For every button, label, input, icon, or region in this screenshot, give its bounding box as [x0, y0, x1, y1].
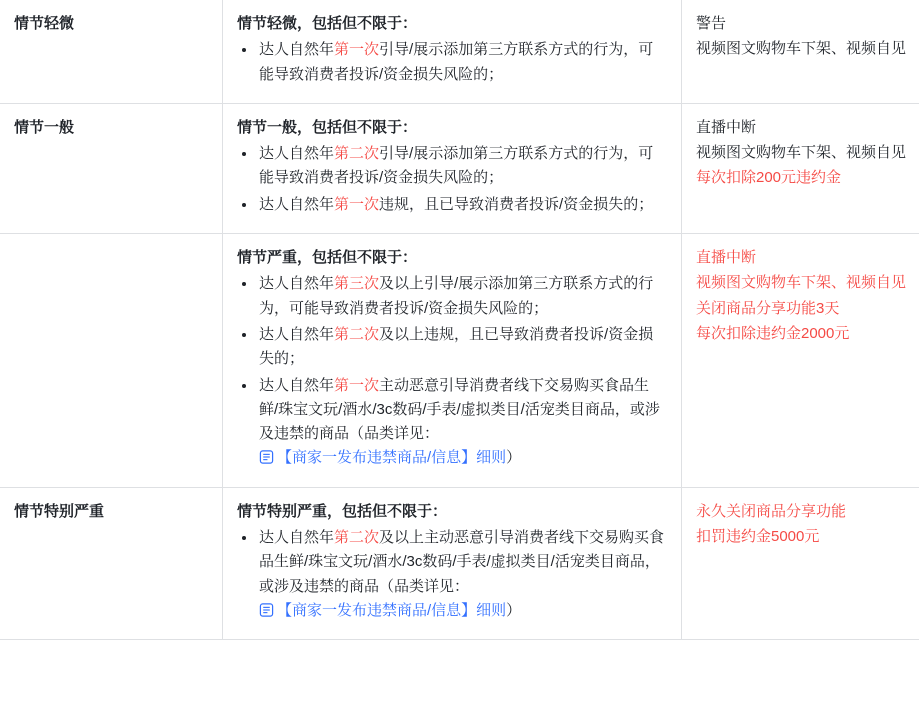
rule-detail-link-label: 【商家一发布违禁商品/信息】细则 [277, 449, 507, 467]
list-item [257, 38, 667, 87]
list-item [257, 193, 667, 217]
description-bullet-list [237, 526, 667, 623]
penalty-line: 视频图文购物车下架、视频自见 [696, 274, 907, 292]
penalty-line: 视频图文购物车下架、视频自见 [696, 40, 907, 58]
table-row [0, 0, 919, 103]
penalty-line: 关闭商品分享功能3天 [696, 299, 840, 317]
violation-description-cell [223, 487, 682, 639]
rule-text: 达人自然年 [259, 325, 335, 343]
highlight-text: 第三次 [334, 275, 380, 293]
penalty-line: 直播中断 [696, 118, 757, 136]
highlight-text: 第一次 [334, 41, 380, 59]
penalty-line: 扣罚违约金5000元 [696, 528, 820, 546]
highlight-text: 第一次 [334, 195, 380, 213]
severity-level-label: 情节轻微 [14, 15, 75, 32]
penalty-cell [682, 0, 919, 103]
penalty-line: 每次扣除违约金2000元 [696, 324, 850, 342]
description-title: 情节严重，包括但不限于： [237, 249, 418, 267]
severity-level-cell [0, 487, 223, 639]
rule-text: 达人自然年 [259, 145, 335, 163]
rule-text: 达人自然年 [259, 275, 335, 293]
description-title: 情节一般，包括但不限于： [237, 118, 418, 136]
highlight-text: 第二次 [334, 145, 380, 163]
rule-text: 主动恶意引导消费者线下交易购买食品生鲜/珠宝文玩/酒水/3c数码/手表/虚拟类目/活宠类目商品，或涉及违禁的商品（品类详见： [259, 376, 660, 443]
description-bullet-list [237, 38, 667, 87]
rule-detail-link[interactable] [259, 449, 506, 466]
highlight-text: 第一次 [334, 376, 380, 394]
severity-level-label: 情节一般 [14, 118, 75, 136]
document-icon [259, 602, 274, 618]
penalty-line: 每次扣除200元违约金 [696, 169, 842, 187]
highlight-text: 第二次 [334, 325, 380, 343]
document-icon [259, 449, 274, 465]
rule-text: 及以上引导/展示添加第三方联系方式的行为，可能导致消费者投诉/资金损失风险的； [259, 275, 654, 317]
list-item [257, 374, 667, 471]
penalty-line: 永久关闭商品分享功能 [696, 502, 847, 520]
table-row [0, 103, 919, 233]
rule-text: 引导/展示添加第三方联系方式的行为，可能导致消费者投诉/资金损失风险的； [259, 145, 654, 187]
penalty-line: 直播中断 [696, 249, 757, 267]
description-bullet-list [237, 142, 667, 217]
penalty-line: 视频图文购物车下架、视频自见 [696, 144, 907, 162]
rule-text: 及以上违规，且已导致消费者投诉/资金损失的； [259, 325, 654, 368]
severity-level-label: 情节特别严重 [14, 502, 105, 520]
rule-text: 引导/展示添加第三方联系方式的行为，可能导致消费者投诉/资金损失风险的； [259, 41, 654, 83]
list-item [257, 323, 667, 372]
violation-description-cell [223, 234, 682, 488]
rule-text: 达人自然年 [259, 529, 335, 547]
description-title: 情节轻微，包括但不限于： [237, 15, 418, 32]
rule-text: 达人自然年 [259, 195, 335, 213]
violation-description-cell [223, 103, 682, 233]
rule-text: 达人自然年 [259, 41, 335, 59]
severity-level-cell [0, 234, 223, 488]
penalty-line: 警告 [696, 15, 727, 32]
rule-text: 达人自然年 [259, 376, 335, 394]
violation-description-cell [223, 0, 682, 103]
penalty-cell [682, 487, 919, 639]
severity-level-cell [0, 0, 223, 103]
rule-detail-link-label: 【商家一发布违禁商品/信息】细则 [277, 601, 507, 619]
table-row [0, 234, 919, 488]
rule-text: 违规，且已导致消费者投诉/资金损失的； [379, 195, 654, 213]
rule-text: ） [506, 601, 522, 619]
description-bullet-list [237, 272, 667, 470]
rule-detail-link[interactable] [259, 602, 506, 619]
description-title: 情节特别严重，包括但不限于： [237, 502, 448, 520]
severity-level-cell [0, 103, 223, 233]
penalty-cell [682, 103, 919, 233]
rule-text: ） [506, 449, 522, 467]
rule-text: 及以上主动恶意引导消费者线下交易购买食品生鲜/珠宝文玩/酒水/3c数码/手表/虚拟类目/活宠类目商品，或涉及违禁的商品（品类详见： [259, 529, 665, 595]
list-item [257, 272, 667, 321]
list-item [257, 142, 667, 191]
highlight-text: 第二次 [334, 529, 380, 547]
table-row [0, 487, 919, 639]
penalty-cell [682, 234, 919, 488]
list-item [257, 526, 667, 623]
